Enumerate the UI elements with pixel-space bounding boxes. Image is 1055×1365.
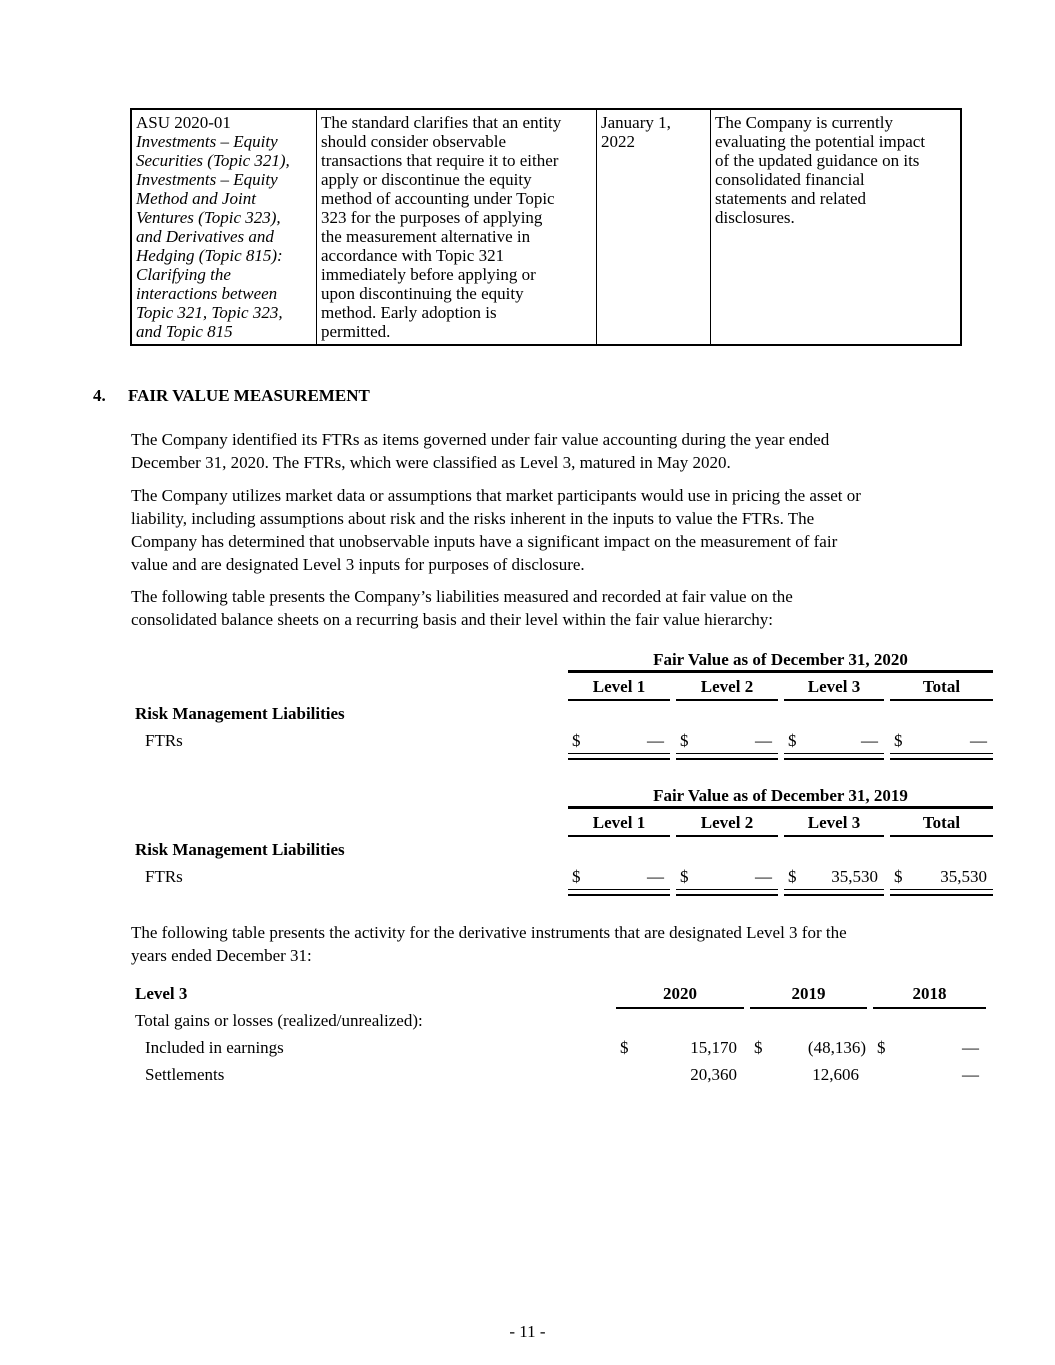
cell-value: — — [647, 867, 664, 886]
asu-topic-line: Investments – Equity — [136, 132, 278, 151]
asu-description-line: should consider observable — [321, 132, 507, 151]
asu-description-line: permitted. — [321, 322, 391, 341]
asu-effect-line: evaluating the potential impact — [715, 132, 926, 151]
double-underline — [676, 758, 778, 760]
asu-topic-line: and Derivatives and — [136, 227, 274, 246]
table-cell — [890, 731, 993, 754]
column-header: Level 3 — [784, 813, 884, 837]
asu-topic-line: Method and Joint — [136, 189, 256, 208]
value-2020: 20,360 — [690, 1065, 737, 1084]
column-header: Level 2 — [676, 813, 778, 837]
fair-value-table-header: Fair Value as of December 31, 2019 — [653, 786, 908, 805]
level3-table-title: Level 3 — [135, 984, 188, 1003]
paragraph-line: consolidated balance sheets on a recurring basis and their level within the fair value hierarchy: — [131, 610, 773, 629]
column-header: Level 3 — [784, 677, 884, 701]
year-header: 2019 — [750, 984, 867, 1009]
paragraph-line: December 31, 2020. The FTRs, which were classified as Level 3, matured in May 2020. — [131, 453, 731, 472]
double-underline — [784, 758, 884, 760]
currency-symbol: $ — [680, 731, 689, 750]
paragraph-4 — [131, 921, 847, 967]
table-cell — [568, 731, 670, 754]
currency-symbol: $ — [877, 1038, 886, 1057]
cell-value: — — [755, 731, 772, 750]
page-number: - 11 - — [509, 1322, 546, 1341]
double-underline — [784, 894, 884, 896]
asu-topic-line: Ventures (Topic 323), — [136, 208, 281, 227]
row-label: Settlements — [145, 1065, 225, 1084]
row-label: FTRs — [145, 731, 183, 750]
table-cell — [568, 867, 670, 890]
asu-effect-line: disclosures. — [715, 208, 795, 227]
asu-description-line: upon discontinuing the equity — [321, 284, 524, 303]
paragraph-line: Company has determined that unobservable inputs have a significant impact on the measurement of fair — [131, 532, 838, 551]
asu-description-line: 323 for the purposes of applying — [321, 208, 543, 227]
section-number: 4. — [93, 386, 106, 405]
currency-symbol: $ — [788, 731, 797, 750]
column-header: Total — [890, 813, 993, 837]
value-2018: — — [962, 1065, 979, 1084]
paragraph-line: The following table presents the Company’s liabilities measured and recorded at fair value on the — [131, 587, 793, 606]
paragraph-2 — [131, 484, 861, 576]
table-rule — [568, 806, 993, 809]
asu-effective-date-line: 2022 — [601, 132, 635, 151]
row-label: FTRs — [145, 867, 183, 886]
column-header: Level 1 — [568, 677, 670, 701]
asu-topic-line: Investments – Equity — [136, 170, 278, 189]
level3-subheader: Total gains or losses (realized/unrealized): — [135, 1011, 423, 1030]
currency-symbol: $ — [894, 731, 903, 750]
currency-symbol: $ — [572, 867, 581, 886]
currency-symbol: $ — [680, 867, 689, 886]
double-underline — [890, 758, 993, 760]
group-label: Risk Management Liabilities — [135, 704, 345, 723]
cell-value: — — [647, 731, 664, 750]
asu-description-line: method. Early adoption is — [321, 303, 497, 322]
cell-value: 35,530 — [831, 867, 878, 886]
asu-topic-line: and Topic 815 — [136, 322, 233, 341]
year-header: 2020 — [616, 984, 744, 1009]
value-2018: — — [962, 1038, 979, 1057]
asu-effective-date-line: January 1, — [601, 113, 671, 132]
paragraph-line: years ended December 31: — [131, 946, 312, 965]
column-header: Level 2 — [676, 677, 778, 701]
asu-topic-line: interactions between — [136, 284, 278, 303]
cell-value: — — [861, 731, 878, 750]
asu-effect-line: The Company is currently — [715, 113, 893, 132]
table-cell — [676, 731, 778, 754]
asu-number: ASU 2020-01 — [136, 113, 231, 132]
asu-description-cell — [316, 110, 596, 344]
paragraph-line: The following table presents the activity for the derivative instruments that are designated Level 3 for the — [131, 923, 847, 942]
asu-effect-line: statements and related — [715, 189, 867, 208]
currency-symbol: $ — [620, 1038, 629, 1057]
asu-description-line: apply or discontinue the equity — [321, 170, 532, 189]
asu-topic-line: Hedging (Topic 815): — [136, 246, 283, 265]
asu-description-line: method of accounting under Topic — [321, 189, 555, 208]
double-underline — [676, 894, 778, 896]
paragraph-1 — [131, 428, 829, 474]
table-cell — [784, 731, 884, 754]
table-cell — [784, 867, 884, 890]
asu-description-line: the measurement alternative in — [321, 227, 531, 246]
column-header: Total — [890, 677, 993, 701]
year-header: 2018 — [873, 984, 986, 1009]
asu-description-line: immediately before applying or — [321, 265, 536, 284]
paragraph-line: The Company utilizes market data or assumptions that market participants would use in pricing the asset or — [131, 486, 861, 505]
row-label: Included in earnings — [145, 1038, 284, 1057]
asu-standard-cell — [132, 110, 316, 344]
value-2020: 15,170 — [690, 1038, 737, 1057]
cell-value: 35,530 — [940, 867, 987, 886]
asu-topic-line: Topic 321, Topic 323, — [136, 303, 283, 322]
value-2019: (48,136) — [807, 1038, 866, 1057]
currency-symbol: $ — [754, 1038, 763, 1057]
asu-effect-line: of the updated guidance on its — [715, 151, 920, 170]
double-underline — [568, 894, 670, 896]
asu-description-line: accordance with Topic 321 — [321, 246, 505, 265]
asu-table — [130, 108, 962, 346]
paragraph-line: The Company identified its FTRs as items governed under fair value accounting during the year ended — [131, 430, 830, 449]
double-underline — [568, 758, 670, 760]
value-2019: 12,606 — [812, 1065, 859, 1084]
column-header: Level 1 — [568, 813, 670, 837]
asu-description-line: The standard clarifies that an entity — [321, 113, 562, 132]
cell-value: — — [755, 867, 772, 886]
paragraph-line: value and are designated Level 3 inputs for purposes of disclosure. — [131, 555, 585, 574]
asu-effect-cell — [710, 110, 960, 344]
asu-topic-line: Securities (Topic 321), — [136, 151, 290, 170]
fair-value-table-header: Fair Value as of December 31, 2020 — [653, 650, 908, 669]
group-label: Risk Management Liabilities — [135, 840, 345, 859]
double-underline — [890, 894, 993, 896]
table-rule — [568, 670, 993, 673]
currency-symbol: $ — [788, 867, 797, 886]
asu-topic-line: Clarifying the — [136, 265, 231, 284]
asu-effect-line: consolidated financial — [715, 170, 865, 189]
paragraph-line: liability, including assumptions about risk and the risks inherent in the inputs to value the FTRs. The — [131, 509, 815, 528]
table-cell — [676, 867, 778, 890]
section-title: FAIR VALUE MEASUREMENT — [128, 386, 370, 405]
asu-effective-date-cell — [596, 110, 710, 344]
paragraph-3 — [131, 585, 793, 631]
currency-symbol: $ — [572, 731, 581, 750]
table-cell — [890, 867, 993, 890]
cell-value: — — [970, 731, 987, 750]
currency-symbol: $ — [894, 867, 903, 886]
asu-description-line: transactions that require it to either — [321, 151, 559, 170]
